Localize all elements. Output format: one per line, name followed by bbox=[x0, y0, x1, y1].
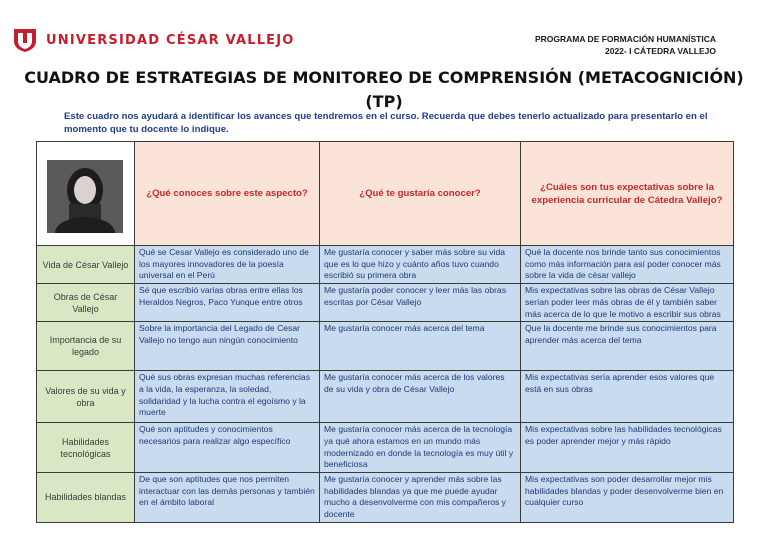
program-header bbox=[535, 33, 716, 57]
table-cell: Me gustaría poder conocer y leer más las obras escritas por César Vallejo bbox=[320, 284, 521, 322]
table-cell: Qué son aptitudes y conocimientos necesarios para realizar algo específico bbox=[135, 423, 320, 473]
table-cell: Mis expectativas sobre las obras de César Vallejo serían poder leer más obras de él y también saber más acerca de lo que le motivo a escribir sus obras bbox=[521, 284, 734, 322]
ucv-emblem-icon bbox=[12, 27, 38, 53]
title-line-1: CUADRO DE ESTRATEGIAS DE MONITOREO DE COMPRENSIÓN (METACOGNICIÓN) bbox=[24, 68, 744, 87]
table-cell: Que la docente me brinde sus conocimientos para aprender más acerca del tema bbox=[521, 322, 734, 371]
row-label: Habilidades tecnológicas bbox=[37, 423, 135, 473]
table-cell: Mis expectativas sería aprender esos valores que está en sus obras bbox=[521, 371, 734, 423]
row-label: Valores de su vida y obra bbox=[37, 371, 135, 423]
table-cell: Mis expectativas sobre las habilidades tecnológicas es poder aprender mejor y más rápido bbox=[521, 423, 734, 473]
table-row bbox=[37, 371, 734, 423]
title-line-2: (TP) bbox=[365, 92, 403, 111]
table-cell: Me gustaría conocer y aprender más sobre las habilidades blandas ya que me puede ayudar mucho a desenvolverme con mis compañeros y docente bbox=[320, 473, 521, 523]
table-cell: Mis expectativas son poder desarrollar mejor mis habilidades blandas y poder desenvolverme bien en cualquier curso bbox=[521, 473, 734, 523]
column-header-know: ¿Qué conoces sobre este aspecto? bbox=[135, 142, 320, 246]
metacognition-table bbox=[36, 141, 734, 523]
program-term: 2022- I CÁTEDRA VALLEJO bbox=[605, 46, 716, 56]
table-cell: Qué sus obras expresan muchas referencias a la vida, la esperanza, la soledad, solidaridad y la lucha contra el egoísmo y la muerte bbox=[135, 371, 320, 423]
column-header-expectations: ¿Cuáles son tus expectativas sobre la experiencia curricular de Cátedra Vallejo? bbox=[521, 142, 734, 246]
table-cell: Sé que escribió varias obras entre ellas los Heraldos Negros, Paco Yunque entre otros bbox=[135, 284, 320, 322]
program-name: PROGRAMA DE FORMACIÓN HUMANÍSTICA bbox=[534, 34, 716, 44]
table-cell: Qué la docente nos brinde tanto sus conocimientos como más información para así poder conocer más sobre la vida de césar vallejo bbox=[521, 246, 734, 284]
university-logo bbox=[12, 27, 295, 53]
table-row bbox=[37, 322, 734, 371]
row-label: Importancia de su legado bbox=[37, 322, 135, 371]
table-cell: Sobre la importancia del Legado de Cesar Vallejo no tengo aun ningún conocimiento bbox=[135, 322, 320, 371]
table-cell: Me gustaría conocer más acerca de los valores de su vida y obra de César Vallejo bbox=[320, 371, 521, 423]
table-cell: Me gustaría conocer más acerca de la tecnología ya qué ahora estamos en un mundo más modernizado en donde la tecnología es muy útil y beneficiosa bbox=[320, 423, 521, 473]
student-photo bbox=[47, 160, 123, 233]
row-label: Vida de César Vallejo bbox=[37, 246, 135, 284]
university-name: UNIVERSIDAD CÉSAR VALLEJO bbox=[46, 32, 295, 48]
table-cell: De que son aptitudes que nos permiten interactuar con las demás personas y también en el ámbito laboral bbox=[135, 473, 320, 523]
table-cell: Me gustaría conocer más acerca del tema bbox=[320, 322, 521, 371]
table-row bbox=[37, 473, 734, 523]
table-row bbox=[37, 246, 734, 284]
table-header-row bbox=[37, 142, 734, 246]
row-label: Obras de César Vallejo bbox=[37, 284, 135, 322]
row-label: Habilidades blandas bbox=[37, 473, 135, 523]
table-row bbox=[37, 284, 734, 322]
photo-cell bbox=[37, 142, 135, 246]
table-row bbox=[37, 423, 734, 473]
table-cell: Me gustaría conocer y saber más sobre su vida que es lo que hizo y cuánto años tuvo cuando escribió su primera obra bbox=[320, 246, 521, 284]
intro-paragraph: Este cuadro nos ayudará a identificar los avances que tendremos en el curso. Recuerda que debes tenerlo actualizado para presentarlo en el momento que tu docente lo indique. bbox=[64, 111, 708, 135]
document-title bbox=[0, 66, 768, 114]
table-cell: Qué se Cesar Vallejo es considerado uno de los mayores innovadores de la poesía universal en el Perú bbox=[135, 246, 320, 284]
column-header-want: ¿Qué te gustaría conocer? bbox=[320, 142, 521, 246]
